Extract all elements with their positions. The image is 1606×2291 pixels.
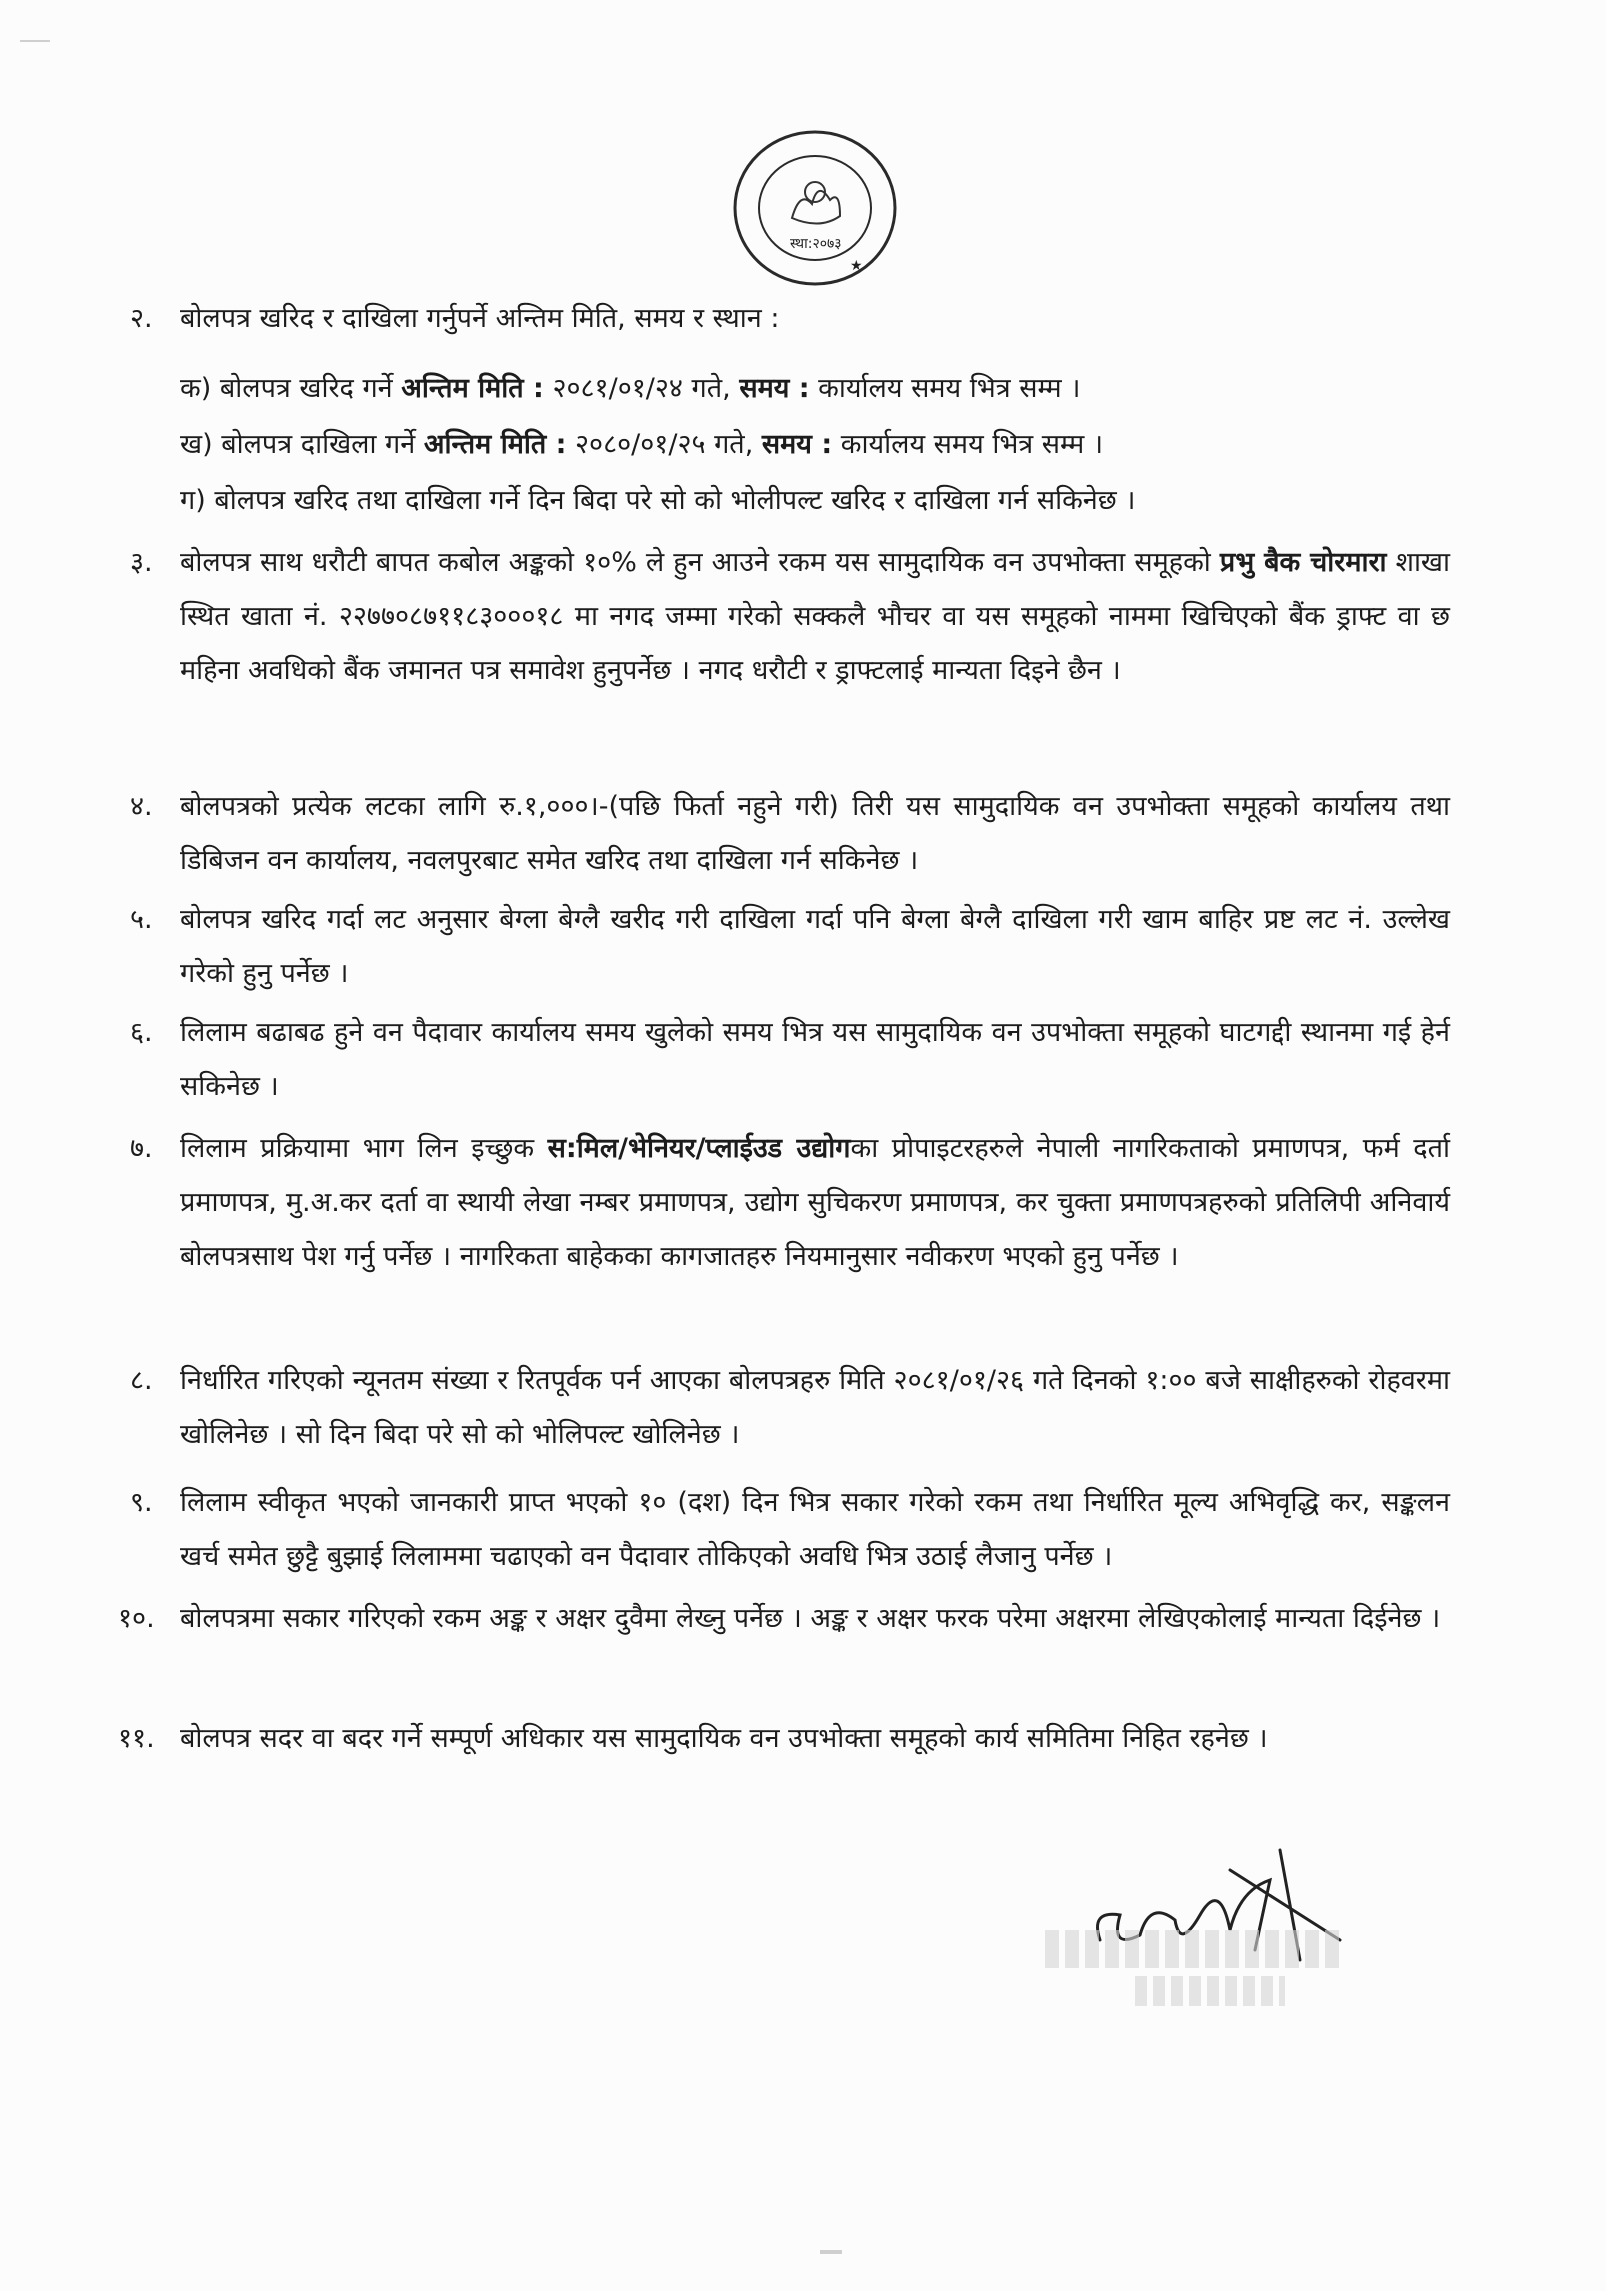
clause-11	[118, 1712, 1450, 1766]
clause-number: ६.	[130, 1017, 153, 1048]
clause-4	[130, 780, 1450, 890]
clause-number: ७.	[130, 1133, 153, 1164]
faded-stamp	[1045, 1930, 1375, 2006]
clause-6	[130, 1006, 1450, 1116]
clause-number: ५.	[130, 904, 153, 935]
clause-number: ३.	[130, 547, 153, 578]
clause-10	[118, 1592, 1450, 1702]
clause-number: ८.	[130, 1365, 153, 1396]
clause-9	[130, 1476, 1450, 1586]
scan-mark	[20, 40, 50, 42]
clause-text: बोलपत्रमा सकार गरिएको रकम अङ्क र अक्षर दुवैमा लेख्नु पर्नेछ । अङ्क र अक्षर फरक परेमा अक्षरमा लेखिएकोलाई मान्यता दिईनेछ ।	[180, 1603, 1441, 1634]
clause-text: बोलपत्र खरिद गर्दा लट अनुसार बेग्ला बेग्लै खरीद गरी दाखिला गर्दा पनि बेग्ला बेग्लै दाखिला गरी खाम बाहिर प्रष्ट लट नं. उल्लेख गरेको हुनु पर्नेछ ।	[180, 904, 1450, 989]
clause-3	[130, 536, 1450, 756]
organization-seal	[700, 120, 930, 300]
clause-text: लिलाम प्रक्रियामा भाग लिन इच्छुक स:मिल/भेनियर/प्लाईउड उद्योगका प्रोपाइटरहरुले नेपाली नागरिकताको प्रमाणपत्र, फर्म दर्ता प्रमाणपत्र, मु.अ.कर दर्ता वा स्थायी लेखा नम्बर प्रमाणपत्र, उद्योग सुचिकरण प्रमाणपत्र, कर चुक्ता प्रमाणपत्रहरुको प्रतिलिपी अनिवार्य बोलपत्रसाथ पेश गर्नु पर्नेछ । नागरिकता बाहेकका कागजातहरु नियमानुसार नवीकरण भएको हुनु पर्नेछ ।	[180, 1133, 1451, 1272]
clause-7	[130, 1122, 1450, 1346]
clause-number: १०.	[118, 1603, 155, 1634]
clause-text: बोलपत्र साथ धरौटी बापत कबोल अङ्कको १०% ले हुन आउने रकम यस सामुदायिक वन उपभोक्ता समूहको प्रभु बैक चोरमारा शाखा स्थित खाता नं. २२७७०८७११८३०००१८ मा नगद जम्मा गरेको सक्कलै भौचर वा यस समूहको नाममा खिचिएको बैंक ड्राफ्ट वा छ महिना अवधिको बैंक जमानत पत्र समावेश हुनुपर्नेछ । नगद धरौटी र ड्राफ्टलाई मान्यता दिइने छैन ।	[180, 547, 1451, 686]
clause-number: ९.	[130, 1487, 153, 1518]
subclause-ga: ग) बोलपत्र खरिद तथा दाखिला गर्ने दिन बिदा परे सो को भोलीपल्ट खरिद र दाखिला गर्न सकिनेछ ।	[180, 485, 1136, 516]
clause-2	[130, 292, 1450, 346]
clause-number: ४.	[130, 791, 153, 822]
svg-text:स्था:२०७३: स्था:२०७३	[790, 236, 842, 252]
clause-text: लिलाम बढाबढ हुने वन पैदावार कार्यालय समय खुलेको समय भित्र यस सामुदायिक वन उपभोक्ता समूहको घाटगद्दी स्थानमा गई हेर्न सकिनेछ ।	[180, 1017, 1450, 1102]
clause-text: बोलपत्र खरिद र दाखिला गर्नुपर्ने अन्तिम मिति, समय र स्थान :	[180, 303, 780, 334]
clause-text: बोलपत्र सदर वा बदर गर्ने सम्पूर्ण अधिकार यस सामुदायिक वन उपभोक्ता समूहको कार्य समितिमा निहित रहनेछ ।	[180, 1723, 1268, 1754]
clause-text: लिलाम स्वीकृत भएको जानकारी प्राप्त भएको १० (दश) दिन भित्र सकार गरेको रकम तथा निर्धारित मूल्य अभिवृद्धि कर, सङ्कलन खर्च समेत छुट्टै बुझाई लिलाममा चढाएको वन पैदावार तोकिएको अवधि भित्र उठाई लैजानु पर्नेछ ।	[180, 1487, 1450, 1572]
subclause-kha: ख) बोलपत्र दाखिला गर्ने अन्तिम मिति : २०८०/०१/२५ गते, समय : कार्यालय समय भित्र सम्म ।	[180, 429, 1104, 460]
clause-text: निर्धारित गरिएको न्यूनतम संख्या र रितपूर्वक पर्न आएका बोलपत्रहरु मिति २०८१/०१/२६ गते दिनको १:०० बजे साक्षीहरुको रोहवरमा खोलिनेछ । सो दिन बिदा परे सो को भोलिपल्ट खोलिनेछ ।	[180, 1365, 1450, 1450]
clause-number: ११.	[118, 1723, 155, 1754]
clause-number: २.	[130, 303, 153, 334]
scan-mark	[820, 2250, 842, 2254]
svg-text:★: ★	[850, 258, 863, 274]
subclause-ka: क) बोलपत्र खरिद गर्ने अन्तिम मिति : २०८१/०१/२४ गते, समय : कार्यालय समय भित्र सम्म ।	[180, 373, 1081, 404]
clause-5	[130, 893, 1450, 1003]
clause-text: बोलपत्रको प्रत्येक लटका लागि रु.१,०००।-(पछि फिर्ता नहुने गरी) तिरी यस सामुदायिक वन उपभोक्ता समूहको कार्यालय तथा डिबिजन वन कार्यालय, नवलपुरबाट समेत खरिद तथा दाखिला गर्न सकिनेछ ।	[180, 791, 1450, 876]
clause-8	[130, 1354, 1450, 1464]
